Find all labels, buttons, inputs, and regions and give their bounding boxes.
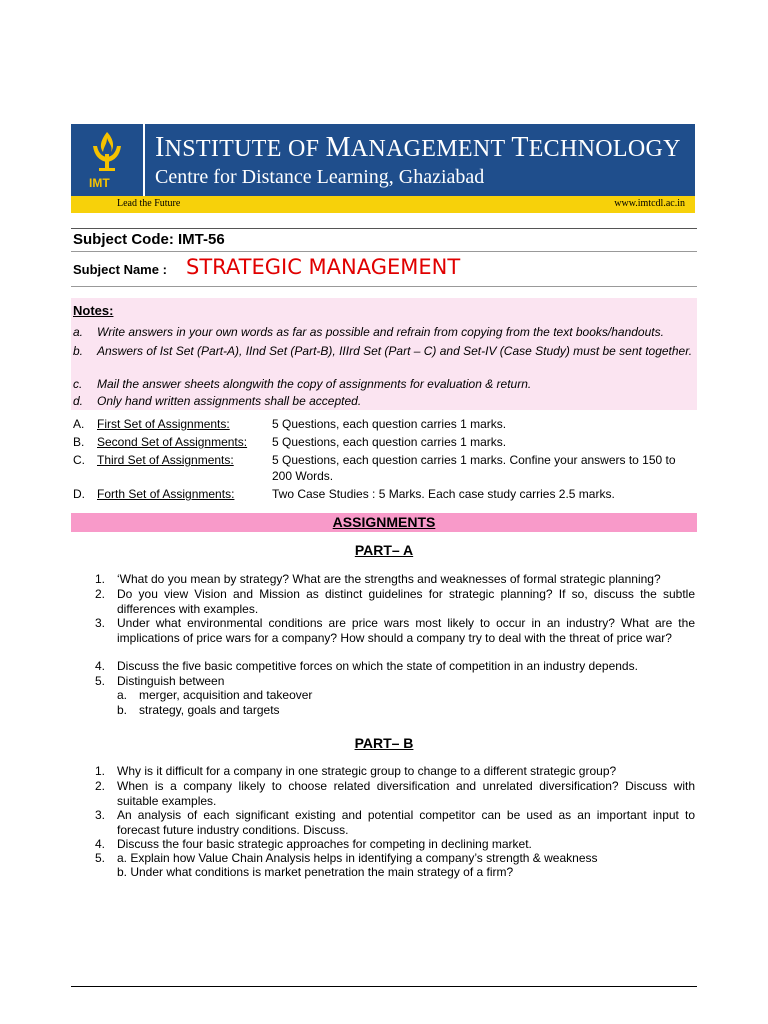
tagline: Lead the Future xyxy=(117,198,181,209)
question-item: 5. Distinguish between xyxy=(95,674,225,688)
website-link[interactable]: www.imtcdl.ac.in xyxy=(614,198,685,209)
tagline-bar xyxy=(71,196,695,213)
institute-subtitle: Centre for Distance Learning, Ghaziabad xyxy=(155,166,485,188)
notes-box xyxy=(71,298,697,410)
footer-divider xyxy=(71,986,697,987)
imt-logo xyxy=(71,124,145,196)
note-item: a. Write answers in your own words as far as possible and refrain from copying from the text books/handouts. xyxy=(73,325,664,339)
institute-title: INSTITUTE OF MANAGEMENT TECHNOLOGY xyxy=(155,132,681,163)
assignments-title: ASSIGNMENTS xyxy=(332,514,436,530)
assignments-bar xyxy=(71,513,697,532)
question-item: 2. Do you view Vision and Mission as distinct guidelines for strategic planning? If so, discuss the subtle differences with examples. xyxy=(95,587,695,616)
sub-item: a. merger, acquisition and takeover xyxy=(117,688,313,702)
question-item: 5. a. Explain how Value Chain Analysis helps in identifying a company’s strength & weakness xyxy=(95,851,598,865)
divider xyxy=(71,251,697,252)
note-item: c. Mail the answer sheets alongwith the copy of assignments for evaluation & return. xyxy=(73,377,532,391)
question-item: 1. Why is it difficult for a company in one strategic group to change to a different strategic group? xyxy=(95,764,617,778)
part-b-title: PART– B xyxy=(354,735,414,751)
note-item: d. Only hand written assignments shall be accepted. xyxy=(73,394,362,408)
torch-icon xyxy=(71,124,143,176)
part-a-title: PART– A xyxy=(354,542,414,558)
logo-text: IMT xyxy=(89,176,110,190)
question-item: 1. ‘What do you mean by strategy? What are the strengths and weaknesses of formal strategic planning? xyxy=(95,572,661,586)
note-item: b. Answers of Ist Set (Part-A), IInd Set (Part-B), IIIrd Set (Part – C) and Set-IV (Case Study) must be sent together. xyxy=(73,344,693,358)
question-item: 4. Discuss the five basic competitive forces on which the state of competition in an industry depends. xyxy=(95,659,638,673)
subject-name-label: Subject Name : xyxy=(73,262,167,277)
question-item-continuation: b. Under what conditions is market penetration the main strategy of a firm? xyxy=(117,865,514,879)
sub-item: b. strategy, goals and targets xyxy=(117,703,280,717)
divider xyxy=(71,228,697,229)
question-item: 3. An analysis of each significant existing and potential competitor can be used as an important input to forecast future industry conditions. Discuss. xyxy=(95,808,695,837)
question-item: 2. When is a company likely to choose related diversification and unrelated diversification? Discuss with suitable examples. xyxy=(95,779,695,808)
subject-code: Subject Code: IMT-56 xyxy=(73,231,225,248)
institute-banner xyxy=(71,124,695,196)
divider xyxy=(71,286,697,287)
notes-title: Notes: xyxy=(73,303,114,318)
question-item: 4. Discuss the four basic strategic approaches for competing in declining market. xyxy=(95,837,532,851)
question-item: 3. Under what environmental conditions are price wars most likely to occur in an industry? What are the implications of price wars for a company? How should a company try to deal with the threat of price war? xyxy=(95,616,695,645)
subject-name: STRATEGIC MANAGEMENT xyxy=(186,255,461,279)
